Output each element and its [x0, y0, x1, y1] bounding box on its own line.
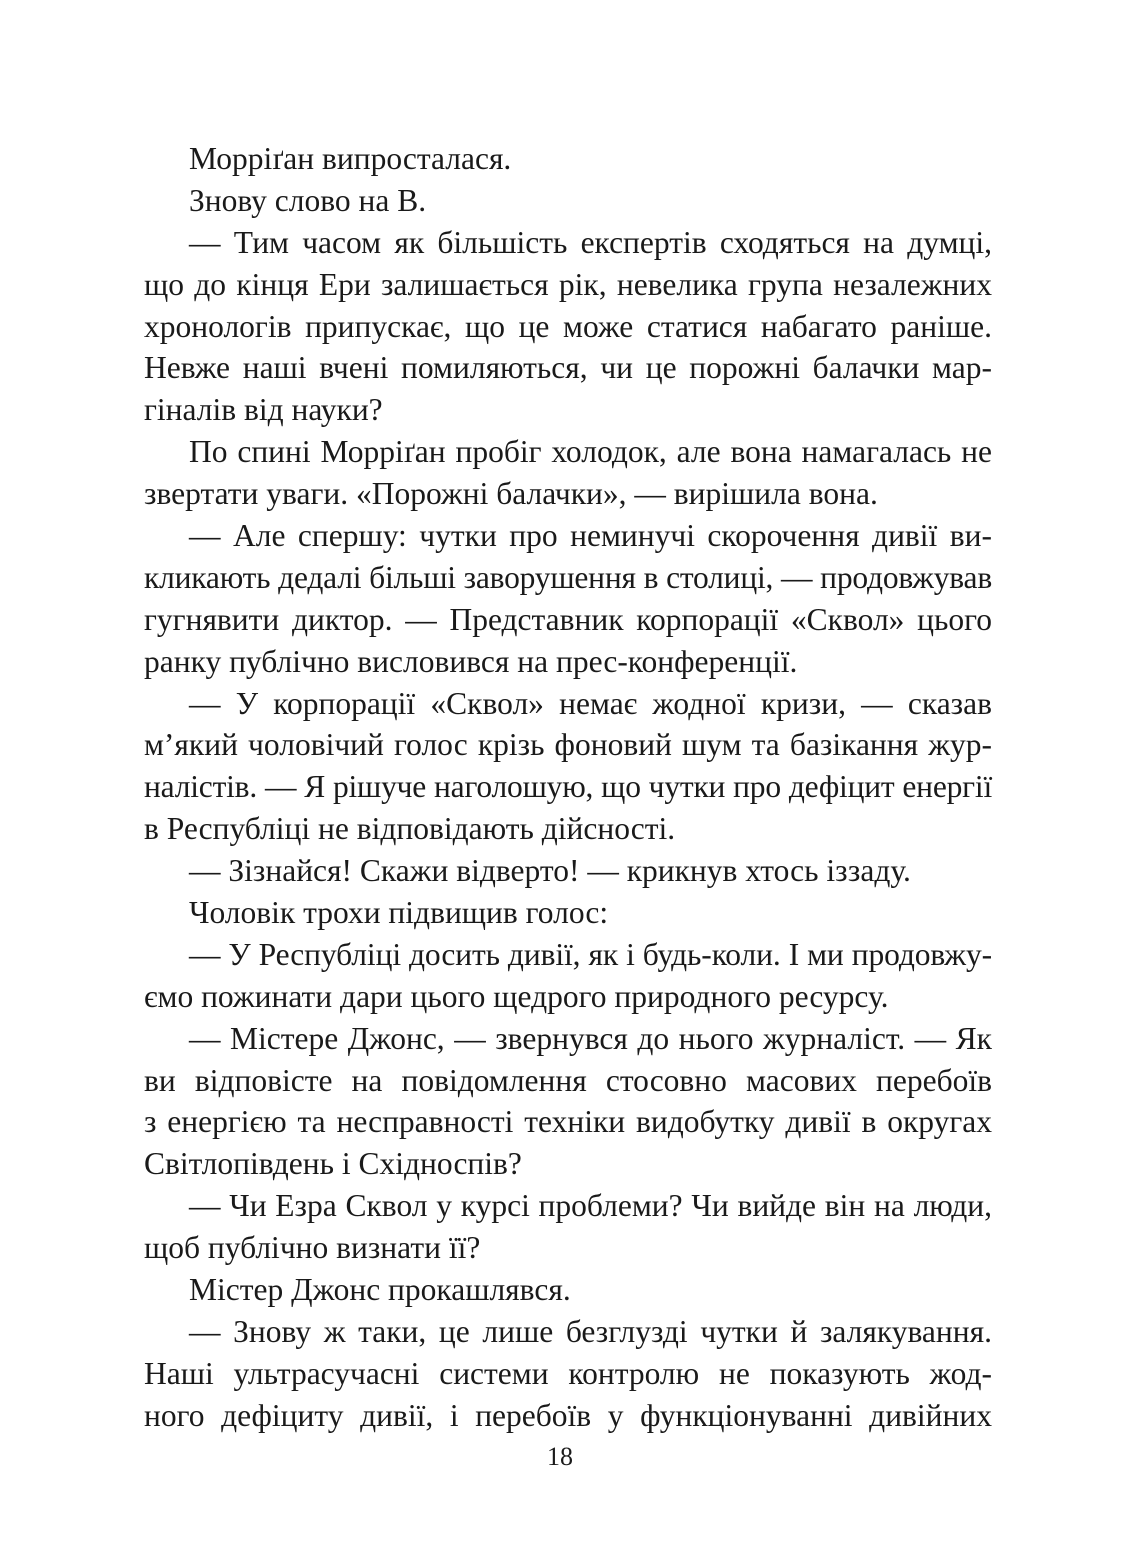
paragraph-end-line: ємо пожинати дари цього щедрого природного ресурсу. [144, 978, 889, 1014]
text-line: м’який чоловічий голос крізь фоновий шум та базікання жур- [144, 727, 992, 763]
text-line: кликають дедалі більші заворушення в столиці, — продовжував [144, 559, 992, 595]
text-line: Наші ультрасучасні системи контролю не показують жод- [144, 1355, 992, 1391]
paragraph-start-line: — Тим часом як більшість експертів сходяться на думці, [189, 224, 992, 260]
paragraph-start-line: — Знову ж таки, це лише безглузді чутки й залякування. [189, 1313, 992, 1349]
text-line: ного дефіциту дивії, і перебоїв у функціонуванні дивійних [144, 1397, 992, 1433]
paragraph-start-line: — Зізнайся! Скажи відверто! — крикнув хтось іззаду. [189, 853, 911, 889]
text-line: що до кінця Ери залишається рік, невелика група незалежних [144, 266, 992, 302]
paragraph-end-line: звертати уваги. «Порожні балачки», — вирішила вона. [144, 476, 878, 512]
paragraph-start-line: — У корпорації «Сквол» немає жодної кризи, — сказав [189, 685, 992, 721]
paragraph-start-line: Знову слово на В. [189, 182, 427, 218]
paragraph-start-line: Чоловік трохи підвищив голос: [189, 895, 609, 931]
text-line: гугнявити диктор. — Представник корпорації «Сквол» цього [144, 601, 992, 637]
text-line: Невже наші вчені помиляються, чи це порожні балачки мар- [144, 350, 992, 386]
text-line: ви відповісте на повідомлення стосовно масових перебоїв [144, 1062, 992, 1098]
paragraph-end-line: щоб публічно визнати її? [144, 1230, 481, 1266]
paragraph-end-line: Світлопівдень і Східноспів? [144, 1146, 522, 1182]
page-number: 18 [547, 1442, 573, 1471]
paragraph-start-line: Містер Джонс прокашлявся. [189, 1272, 571, 1308]
text-line: з енергією та несправності техніки видобутку дивії в округах [144, 1104, 992, 1140]
paragraph-start-line: — Чи Езра Сквол у курсі проблеми? Чи вийде він на люди, [189, 1188, 992, 1224]
paragraph-end-line: ранку публічно висловився на прес-конференції. [144, 643, 798, 679]
paragraph-start-line: — Містере Джонс, — звернувся до нього журналіст. — Як [189, 1020, 992, 1056]
paragraph-start-line: — Але спершу: чутки про неминучі скорочення дивії ви- [189, 518, 992, 554]
text-line: хронологів припускає, що це може статися набагато раніше. [144, 308, 992, 344]
paragraph-end-line: в Республіці не відповідають дійсності. [144, 811, 676, 847]
paragraph-start-line: — У Республіці досить дивії, як і будь-коли. І ми продовжу- [189, 936, 992, 972]
paragraph-start-line: По спині Морріґан пробіг холодок, але вона намагалась не [189, 434, 992, 470]
paragraph-start-line: Морріґан випросталася. [189, 141, 512, 176]
paragraph-end-line: гіналів від науки? [144, 392, 383, 428]
body-text [144, 138, 992, 1437]
text-line: налістів. — Я рішуче наголошую, що чутки про дефіцит енергії [144, 769, 992, 805]
